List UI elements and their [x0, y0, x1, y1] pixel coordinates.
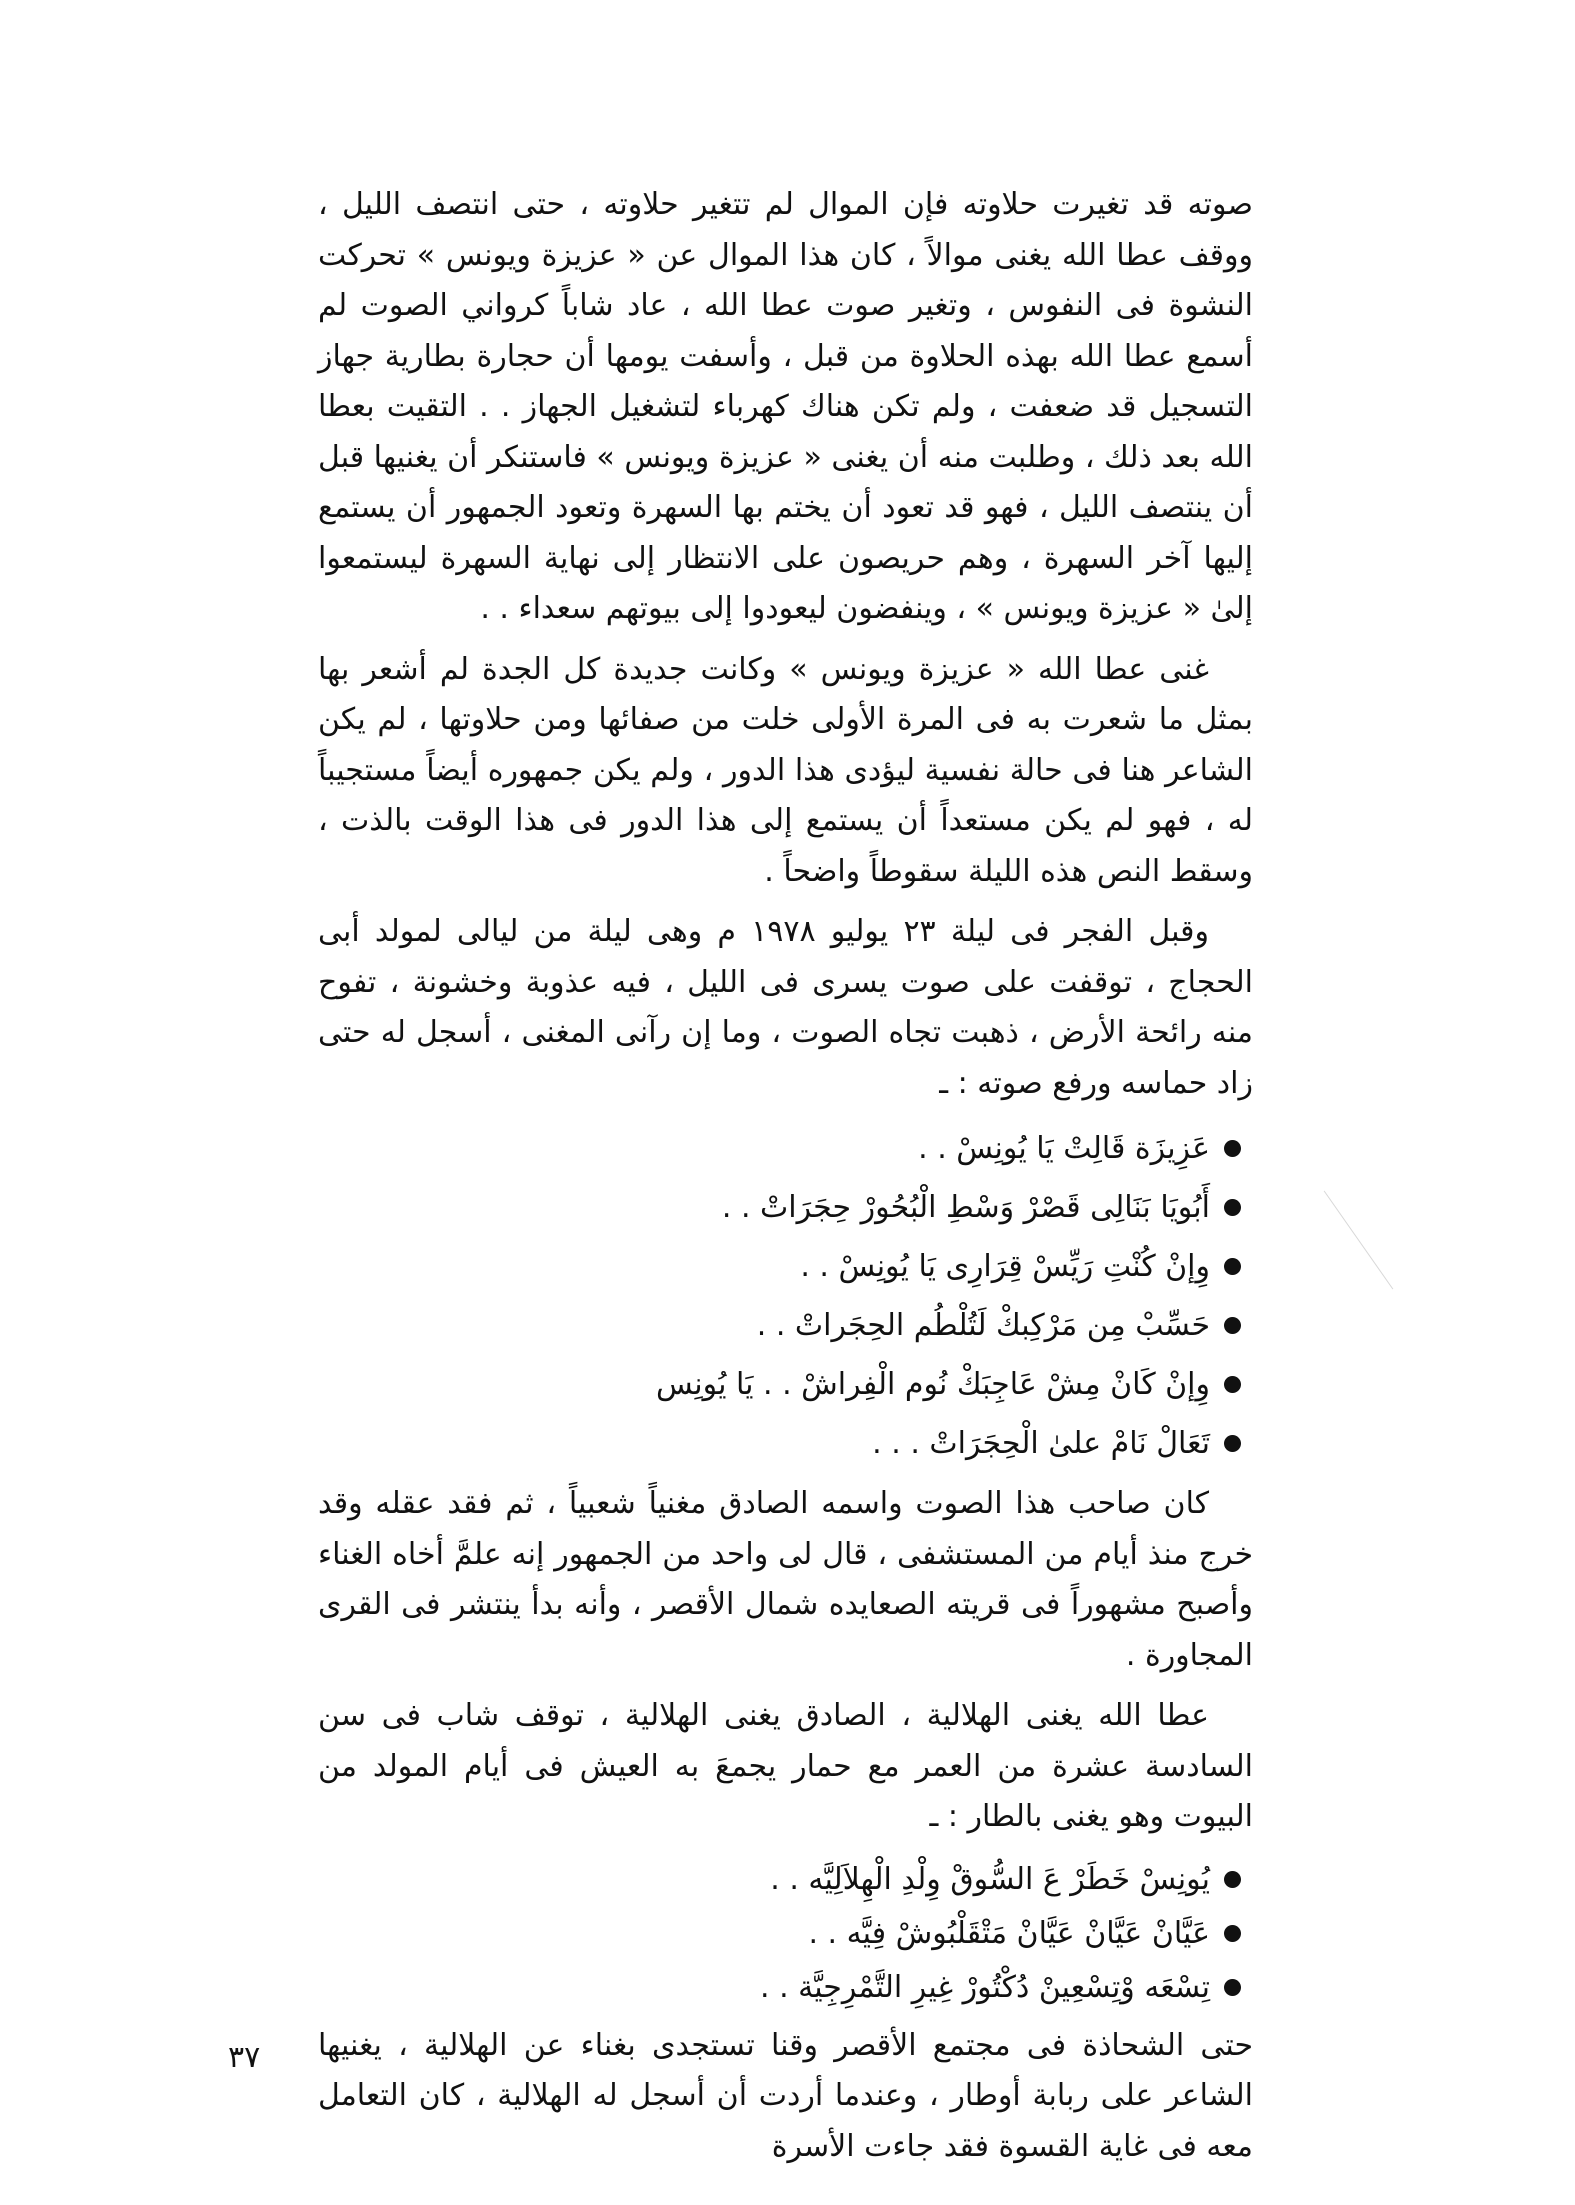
poem-line-text: حَسِّبْ مِن مَرْكِبكْ لَتُلْطُم الحِجَراتْ . . [756, 1308, 1210, 1343]
paragraph-4: كان صاحب هذا الصوت واسمه الصادق مغنياً شعبياً ، ثم فقد عقله وقد خرج منذ أيام من المستشفى ، قال لى واحد من الجمهور إنه علمَّ أخاه الغناء وأصبح مشهوراً فى قريته الصعايده شمال الأقصر ، وأنه بدأ ينتشر فى القرى المجاورة . [318, 1486, 1253, 1673]
paragraph-3: وقبل الفجر فى ليلة ٢٣ يوليو ١٩٧٨ م وهى ليلة من ليالى لمولد أبى الحجاج ، توقفت على صوت يسرى فى الليل ، فيه عذوبة وخشونة ، تفوح منه رائحة الأرض ، ذهبت تجاه الصوت ، وما إن رآنى المغنى ، أسجل له حتى زاد حماسه ورفع صوته : ـ [318, 914, 1253, 1101]
poem-line [318, 1853, 1241, 1907]
poem-line [318, 1178, 1241, 1237]
scan-artifact [1324, 1191, 1394, 1290]
poem-line [318, 1237, 1241, 1296]
bullet-icon [1224, 1376, 1241, 1393]
paragraph-2: غنى عطا الله « عزيزة ويونس » وكانت جديدة كل الجدة لم أشعر بها بمثل ما شعرت به فى المرة الأولى خلت من صفائها ومن حلاوتها ، لم يكن الشاعر هنا فى حالة نفسية ليؤدى هذا الدور ، ولم يكن جمهوره أيضاً مستجيباً له ، فهو لم يكن مستعداً أن يستمع إلى هذا الدور فى هذا الوقت بالذت ، وسقط النص هذه الليلة سقوطاً واضحاً . [318, 651, 1253, 889]
poem-aziza-yunis [318, 1119, 1253, 1473]
bullet-icon [1224, 1258, 1241, 1275]
bullet-icon [1224, 1435, 1241, 1452]
bullet-icon [1224, 1979, 1241, 1996]
poem-line-text: عَزِيزَة قَالِتْ يَا يُونِسْ . . [918, 1131, 1210, 1166]
poem-line [318, 1907, 1241, 1961]
bullet-icon [1224, 1871, 1241, 1888]
poem-line-text: تَعَالْ نَامْ علىٰ الْحِجَرَاتْ . . . [872, 1426, 1210, 1461]
bullet-icon [1224, 1925, 1241, 1942]
poem-line [318, 1296, 1241, 1355]
bullet-icon [1224, 1199, 1241, 1216]
poem-line-text: وِإنْ كُنْتِ رَيِّسْ قِرَارِى يَا يُونِسْ . . [800, 1249, 1210, 1284]
poem-line-text: وِإنْ كَانْ مِشْ عَاجِبَكْ نُوم الْفِراشْ . . يَا يُونِس [656, 1367, 1210, 1402]
page-number: ٣٧ [228, 2040, 261, 2075]
bullet-icon [1224, 1317, 1241, 1334]
poem-line [318, 1414, 1241, 1473]
poem-line [318, 1961, 1241, 2015]
paragraph-6: حتى الشحاذة فى مجتمع الأقصر وقنا تستجدى بغناء عن الهلالية ، يغنيها الشاعر على ربابة أوطار ، وعندما أردت أن أسجل له الهلالية ، كان التعامل معه فى غاية القسوة فقد جاءت الأسرة [318, 2027, 1253, 2164]
bullet-icon [1224, 1140, 1241, 1157]
poem-line-text: يُونِسْ خَطَرْ عَ السُّوقْ وِلْدِ الْهِلاَلِيَّه . . [770, 1861, 1210, 1897]
page-body [318, 180, 1253, 2182]
poem-line-text: تِسْعَه وْتِسْعِينْ دُكْتُورْ غِيرِ التَّمْرِجِيَّة . . [760, 1969, 1210, 2005]
poem-line-text: أَبُويَا بَنَالِى قَصْرْ وَسْطِ الْبُحُورْ حِجَرَاتْ . . [721, 1190, 1210, 1225]
poem-line-text: عَيَّانْ عَيَّانْ عَيَّانْ مَتْقَلْبُوشْ فِيَّه . . [808, 1915, 1210, 1951]
poem-line [318, 1355, 1241, 1414]
paragraph-1: صوته قد تغيرت حلاوته فإن الموال لم تتغير حلاوته ، حتى انتصف الليل ، ووقف عطا الله يغنى موالاً ، كان هذا الموال عن « عزيزة ويونس » تحركت النشوة فى النفوس ، وتغير صوت عطا الله ، عاد شاباً كرواني الصوت لم أسمع عطا الله بهذه الحلاوة من قبل ، وأسفت يومها أن حجارة بطارية جهاز التسجيل قد ضعفت ، ولم تكن هناك كهرباء لتشغيل الجهاز . . التقيت بعطا الله بعد ذلك ، وطلبت منه أن يغنى « عزيزة ويونس » فاستنكر أن يغنيها قبل أن ينتصف الليل ، فهو قد تعود أن يختم بها السهرة وتعود الجمهور أن يستمع إليها آخر السهرة ، وهم حريصون على الانتظار إلى نهاية السهرة ليستمعوا إلىٰ « عزيزة ويونس » ، وينفضون ليعودوا إلى بيوتهم سعداء . . [318, 187, 1253, 626]
poem-hilaliyya [318, 1853, 1253, 2015]
paragraph-5: عطا الله يغنى الهلالية ، الصادق يغنى الهلالية ، توقف شاب فى سن السادسة عشرة من العمر مع حمار يجمعَ به العيش فى أيام المولد من البيوت وهو يغنى بالطار : ـ [318, 1698, 1253, 1834]
poem-line [318, 1119, 1241, 1178]
